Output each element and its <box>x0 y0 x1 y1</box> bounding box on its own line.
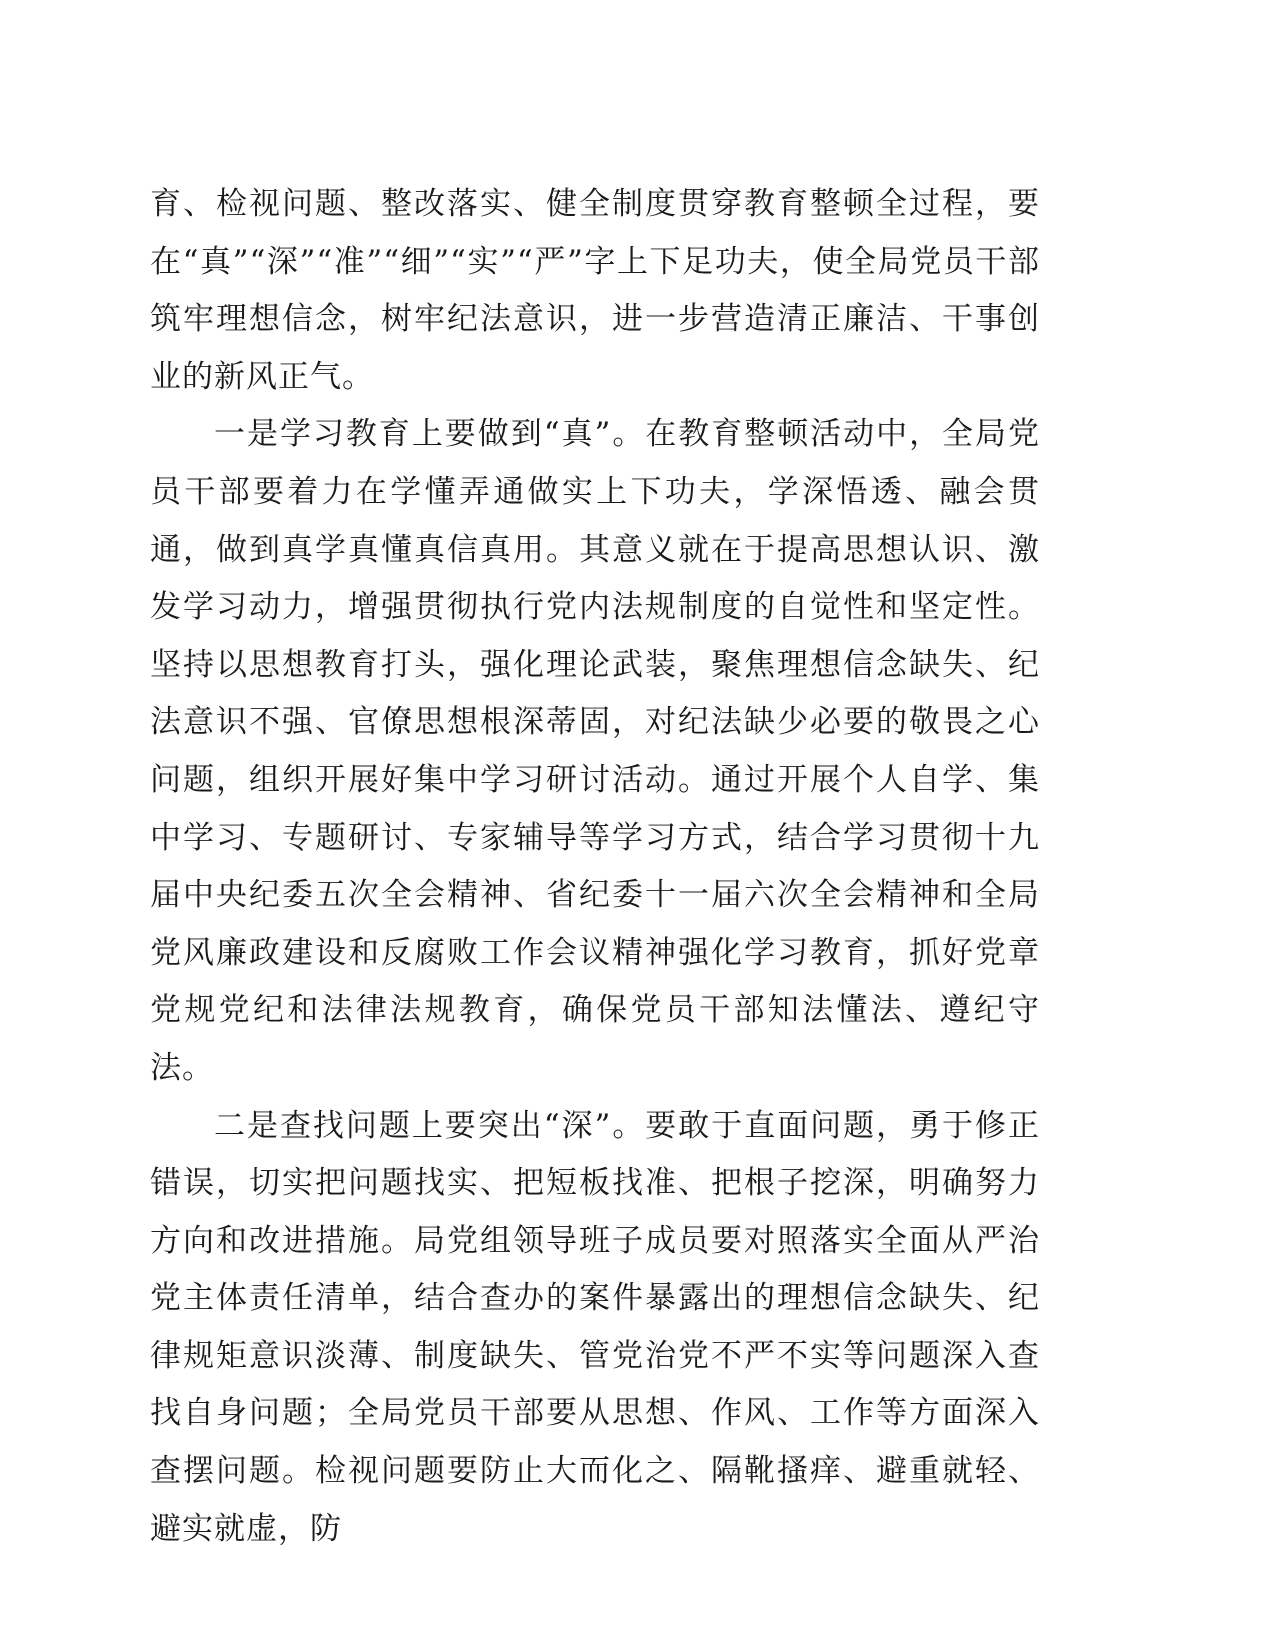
paragraph-study-education: 一是学习教育上要做到“真”。在教育整顿活动中，全局党员干部要着力在学懂弄通做实上下功夫，学深悟透、融会贯通，做到真学真懂真信真用。其意义就在于提高思想认识、激发学习动力，增强贯彻执行党内法规制度的自觉性和坚定性。坚持以思想教育打头，强化理论武装，聚焦理想信念缺失、纪法意识不强、官僚思想根深蒂固，对纪法缺少必要的敬畏之心问题，组织开展好集中学习研讨活动。通过开展个人自学、集中学习、专题研讨、专家辅导等学习方式，结合学习贯彻十九届中央纪委五次全会精神、省纪委十一届六次全会精神和全局党风廉政建设和反腐败工作会议精神强化学习教育，抓好党章党规党纪和法律法规教育，确保党员干部知法懂法、遵纪守法。 <box>150 416 1040 1086</box>
document-body <box>150 176 1040 1558</box>
paragraph-finding-problems: 二是查找问题上要突出“深”。要敢于直面问题，勇于修正错误，切实把问题找实、把短板找准、把根子挖深，明确努力方向和改进措施。局党组领导班子成员要对照落实全面从严治党主体责任清单，结合查办的案件暴露出的理想信念缺失、纪律规矩意识淡薄、制度缺失、管党治党不严不实等问题深入查找自身问题；全局党员干部要从思想、作风、工作等方面深入查摆问题。检视问题要防止大而化之、隔靴搔痒、避重就轻、避实就虚，防 <box>150 1107 1040 1547</box>
paragraph-continuation: 育、检视问题、整改落实、健全制度贯穿教育整顿全过程，要在“真”“深”“准”“细”“实”“严”字上下足功夫，使全局党员干部筑牢理想信念，树牢纪法意识，进一步营造清正廉洁、干事创业的新风正气。 <box>150 186 1040 395</box>
